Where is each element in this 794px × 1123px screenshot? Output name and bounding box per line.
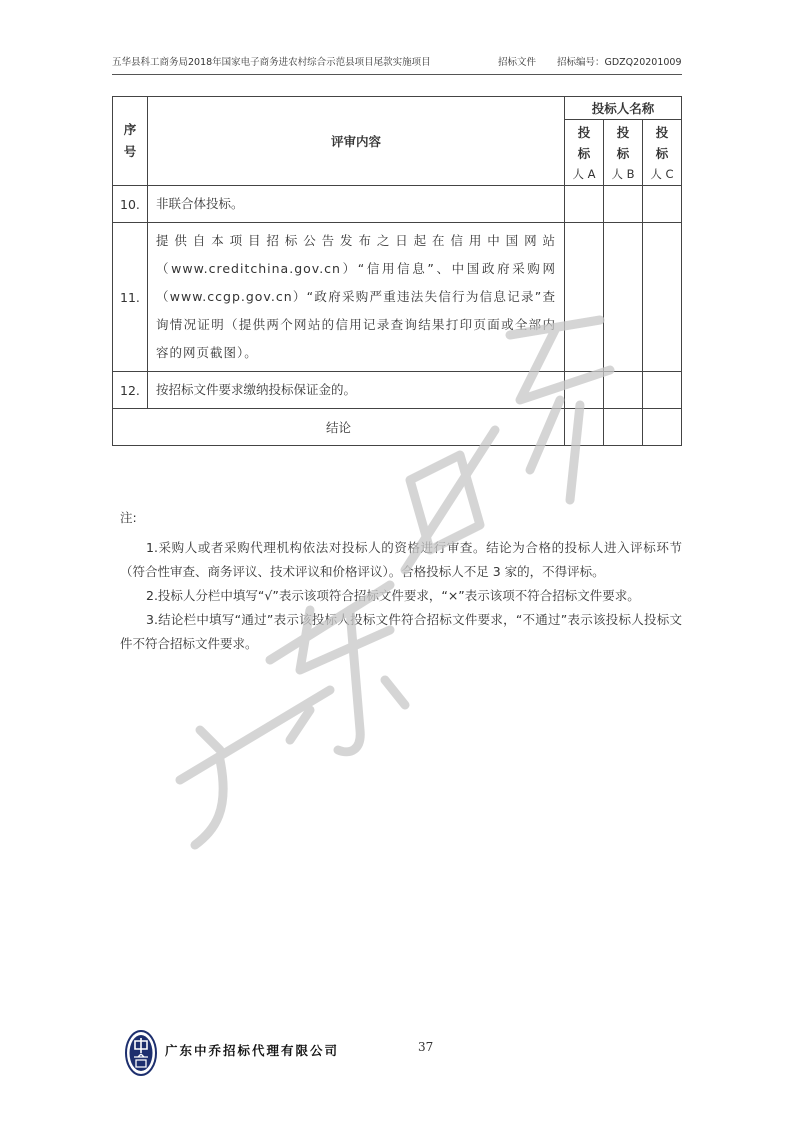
notes-section: [120, 506, 682, 656]
row-content: 提供自本项目招标公告发布之日起在信用中国网站（www.creditchina.gov.cn）“信用信息”、中国政府采购网（www.ccgp.gov.cn）“政府采购严重违法失信行为信息记录”查询情况证明（提供两个网站的信用记录查询结果打印页面或全部内容的网页截图）。: [148, 223, 565, 372]
page-header: [112, 54, 682, 70]
table-row: [113, 372, 682, 409]
row-content: 非联合体投标。: [148, 186, 565, 223]
qualification-review-table: [112, 96, 682, 446]
bidder-c-cell[interactable]: [643, 223, 682, 372]
column-header-bidder-b: 投标 人 B: [604, 120, 643, 186]
column-header-bidder-c: 投标 人 C: [643, 120, 682, 186]
bidder-a-cell[interactable]: [565, 186, 604, 223]
conclusion-label: 结论: [113, 409, 565, 446]
row-number: 10.: [113, 186, 148, 223]
bidder-a-cell[interactable]: [565, 372, 604, 409]
page-number: 37: [418, 1040, 434, 1054]
note-item: 3.结论栏中填写“通过”表示该投标人投标文件符合招标文件要求，“不通过”表示该投标人投标文件不符合招标文件要求。: [120, 612, 682, 651]
bidder-b-conclusion-cell[interactable]: [604, 409, 643, 446]
column-header-content: 评审内容: [148, 97, 565, 186]
header-project-title: 五华县科工商务局2018年国家电子商务进农村综合示范县项目尾款实施项目: [112, 57, 431, 68]
header-divider: [112, 74, 682, 75]
bidder-a-cell[interactable]: [565, 223, 604, 372]
bidder-a-conclusion-cell[interactable]: [565, 409, 604, 446]
note-item: 1.采购人或者采购代理机构依法对投标人的资格进行审查。结论为合格的投标人进入评标环节（符合性审查、商务评议、技术评议和价格评议）。合格投标人不足 3 家的，不得评标。: [120, 540, 682, 579]
table-row: [113, 186, 682, 223]
bidder-c-cell[interactable]: [643, 372, 682, 409]
bidder-c-cell[interactable]: [643, 186, 682, 223]
column-header-bidder-a: 投标 人 A: [565, 120, 604, 186]
row-content: 按招标文件要求缴纳投标保证金的。: [148, 372, 565, 409]
bidder-b-cell[interactable]: [604, 223, 643, 372]
table-row: [113, 223, 682, 372]
row-number: 11.: [113, 223, 148, 372]
company-logo: [124, 1029, 158, 1077]
row-number: 12.: [113, 372, 148, 409]
conclusion-row: [113, 409, 682, 446]
column-header-no: 序号: [113, 97, 148, 186]
header-doc-type: 招标文件: [498, 57, 537, 68]
bidder-c-conclusion-cell[interactable]: [643, 409, 682, 446]
note-item: 2.投标人分栏中填写“√”表示该项符合招标文件要求，“×”表示该项不符合招标文件要求。: [146, 588, 640, 603]
notes-title: 注:: [120, 510, 137, 525]
header-tender-code: 招标编号：GDZQ20201009: [557, 57, 682, 68]
footer-company-name: 广东中乔招标代理有限公司: [165, 1043, 340, 1058]
column-header-bidder-group: 投标人名称: [565, 97, 682, 120]
bidder-b-cell[interactable]: [604, 372, 643, 409]
bidder-b-cell[interactable]: [604, 186, 643, 223]
